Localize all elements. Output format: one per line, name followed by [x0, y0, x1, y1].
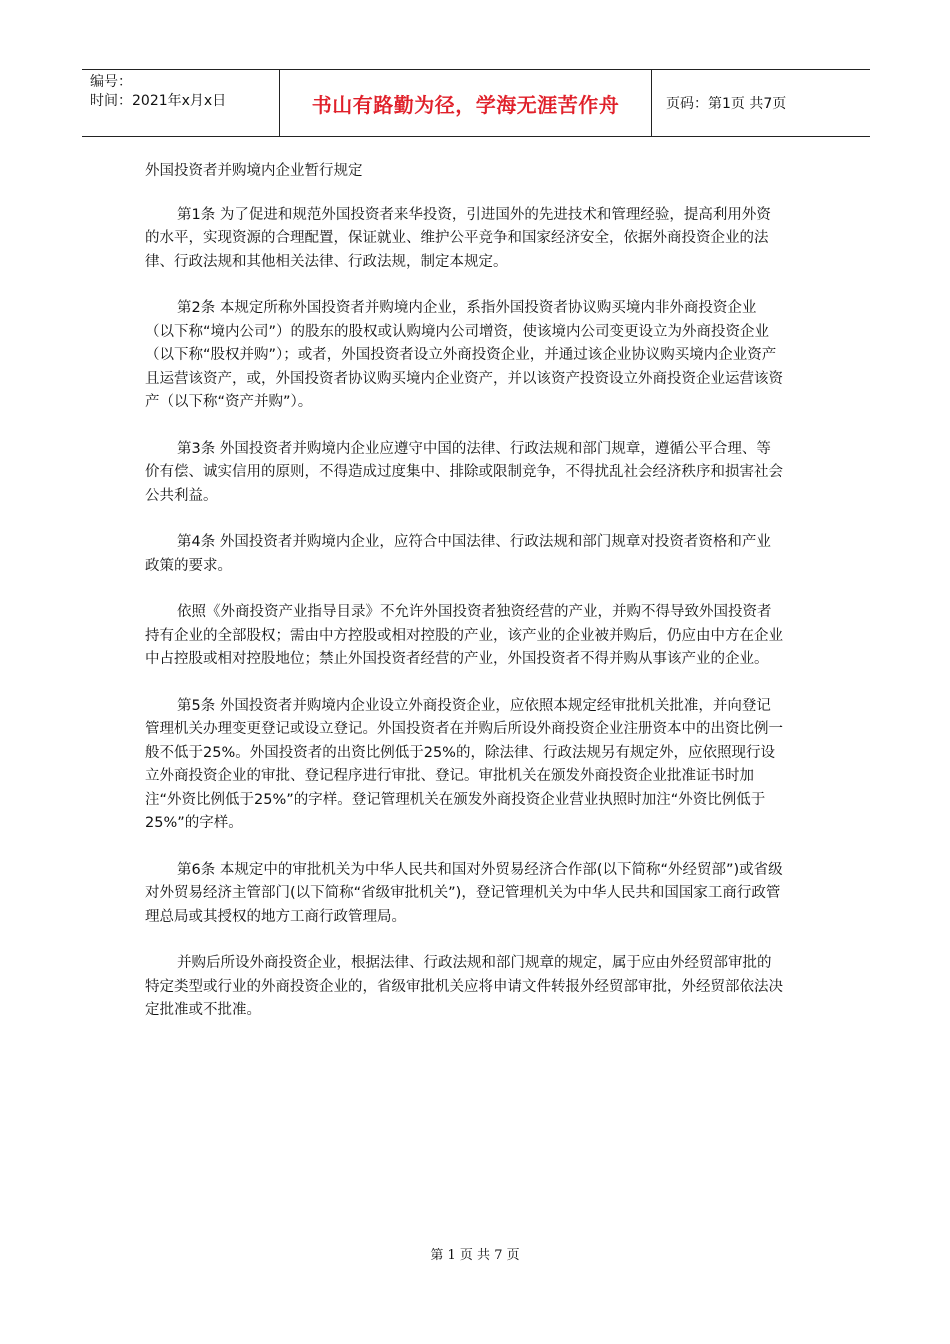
paragraph: 第3条 外国投资者并购境内企业应遵守中国的法律、行政法规和部门规章，遵循公平合理、等价有偿、诚实信用的原则，不得造成过度集中、排除或限制竞争，不得扰乱社会经济秩序和损害社会公共利益。 [145, 440, 783, 504]
paragraph: 第5条 外国投资者并购境内企业设立外商投资企业，应依照本规定经审批机关批准，并向登记管理机关办理变更登记或设立登记。外国投资者在并购后所设外商投资企业注册资本中的出资比例一般不低于25%。外国投资者的出资比例低于25%的，除法律、行政法规另有规定外，应依照现行设立外商投资企业的审批、登记程序进行审批、登记。审批机关在颁发外商投资企业批准证书时加注“外资比例低于25%”的字样。登记管理机关在颁发外商投资企业营业执照时加注“外资比例低于25%”的字样。 [145, 697, 783, 831]
paragraph: 第6条 本规定中的审批机关为中华人民共和国对外贸易经济合作部(以下简称“外经贸部”)或省级对外贸易经济主管部门(以下简称“省级审批机关”)，登记管理机关为中华人民共和国国家工商行政管理总局或其授权的地方工商行政管理局。 [145, 861, 783, 925]
paragraph: 第1条 为了促进和规范外国投资者来华投资，引进国外的先进技术和管理经验，提高利用外资的水平，实现资源的合理配置，保证就业、维护公平竞争和国家经济安全，依据外商投资企业的法律、行政法规和其他相关法律、行政法规，制定本规定。 [145, 206, 771, 270]
document-body [145, 160, 785, 1046]
page-footer: 第 1 页 共 7 页 [430, 1248, 520, 1263]
header-meta [82, 70, 280, 136]
header-motto: 书山有路勤为径，学海无涯苦作舟 [280, 70, 652, 136]
paragraph: 第4条 外国投资者并购境内企业，应符合中国法律、行政法规和部门规章对投资者资格和产业政策的要求。 [145, 534, 771, 574]
paragraph: 并购后所设外商投资企业，根据法律、行政法规和部门规章的规定，属于应由外经贸部审批的特定类型或行业的外商投资企业的，省级审批机关应将申请文件转报外经贸部审批，外经贸部依法决定批准或不批准。 [145, 955, 783, 1018]
paragraph: 依照《外商投资产业指导目录》不允许外国投资者独资经营的产业，并购不得导致外国投资者持有企业的全部股权；需由中方控股或相对控股的产业，该产业的企业被并购后，仍应由中方在企业中占控股或相对控股地位；禁止外国投资者经营的产业，外国投资者不得并购从事该产业的企业。 [145, 604, 783, 667]
header-page-info: 页码：第1页 共7页 [666, 96, 787, 112]
document-title: 外国投资者并购境内企业暂行规定 [145, 163, 363, 179]
page-header [82, 69, 870, 137]
document-time-label: 时间：2021年x月x日 [90, 93, 227, 109]
paragraph: 第2条 本规定所称外国投资者并购境内企业，系指外国投资者协议购买境内非外商投资企业（以下称“境内公司”）的股东的股权或认购境内公司增资，使该境内公司变更设立为外商投资企业（以下称“股权并购”）；或者，外国投资者设立外商投资企业，并通过该企业协议购买境内企业资产且运营该资产，或，外国投资者协议购买境内企业资产，并以该资产投资设立外商投资企业运营该资产（以下称“资产并购”）。 [145, 300, 783, 410]
document-number-label: 编号： [90, 74, 132, 90]
